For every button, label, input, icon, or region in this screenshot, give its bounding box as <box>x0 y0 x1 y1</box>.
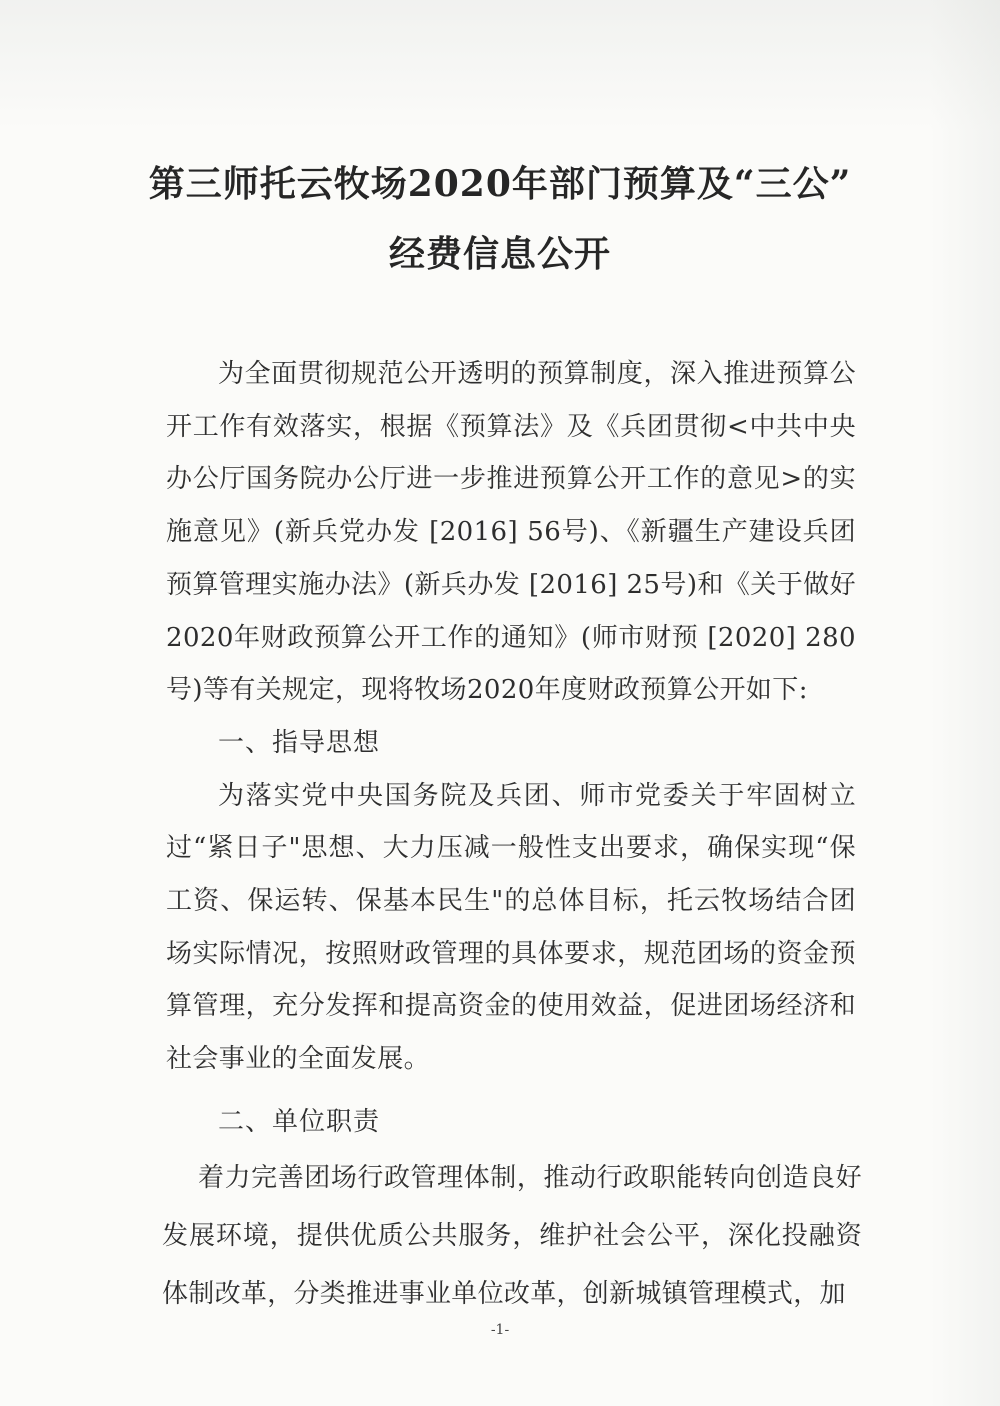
scan-shadow-top <box>0 0 1000 130</box>
scan-shadow-right <box>930 0 1000 1406</box>
page-number: -1- <box>490 1322 510 1338</box>
unit-responsibilities-paragraph: 着力完善团场行政管理体制，推动行政职能转向创造良好发展环境，提供优质公共服务，维护社会公平，深化投融资体制改革，分类推进事业单位改革，创新城镇管理模式，加 <box>162 1162 862 1309</box>
document-body <box>162 348 862 1323</box>
document-title-line-2: 经费信息公开 <box>388 233 611 275</box>
section-heading-unit-responsibilities: 二、单位职责 <box>218 1106 381 1137</box>
intro-paragraph: 为全面贯彻规范公开透明的预算制度，深入推进预算公开工作有效落实，根据《预算法》及《兵团贯彻<中共中央办公厅国务院办公厅进一步推进预算公开工作的意见>的实施意见》(新兵党办发 [2016] 56号)、《新疆生产建设兵团预算管理实施办法》(新兵办发 [2016] 25号)和《关于做好2020年财政预算公开工作的通知》(师市财预 [2020] 280号)等有关规定，现将牧场2020年度财政预算公开如下: <box>166 359 856 706</box>
section-heading-guiding-ideology: 一、指导思想 <box>218 727 381 758</box>
guiding-ideology-paragraph: 为落实党中央国务院及兵团、师市党委关于牢固树立过“紧日子"思想、大力压减一般性支出要求，确保实现“保工资、保运转、保基本民生"的总体目标，托云牧场结合团场实际情况，按照财政管理的具体要求，规范团场的资金预算管理，充分发挥和提高资金的使用效益，促进团场经济和社会事业的全面发展。 <box>166 780 856 1075</box>
document-title-line-1: 第三师托云牧场2020年部门预算及“三公” <box>148 163 852 205</box>
paragraph-spacer <box>166 1086 856 1096</box>
